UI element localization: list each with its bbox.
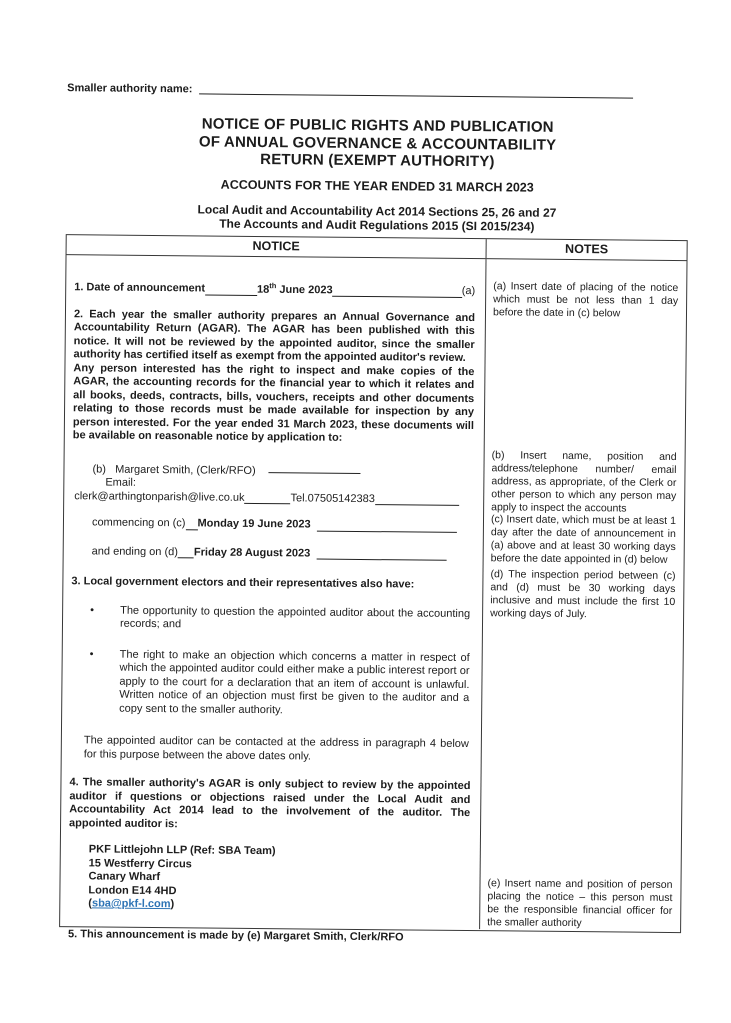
bullet-icon: • <box>89 648 94 661</box>
ending-label: and ending on (d) <box>91 545 178 558</box>
auditor-contact-paragraph: The appointed auditor can be contacted at the address in paragraph 4 below for this purpose between the above dates only. <box>83 734 469 763</box>
notice-column <box>60 255 486 944</box>
paragraph-3-heading: 3. Local government electors and their representatives also have: <box>71 575 415 591</box>
authority-name-label: Smaller authority name: <box>67 82 193 96</box>
fill-line <box>269 462 361 474</box>
contact-block <box>74 460 473 507</box>
announcement-date-value: 18th June 2023 <box>256 280 333 296</box>
title-line-1: NOTICE OF PUBLIC RIGHTS AND PUBLICATION <box>201 115 554 136</box>
fill-line <box>333 285 462 297</box>
note-c: (c) Insert date, which must be at least 1 day after the date of announcement in (a) above and at least 30 working days before the date appointed in (d) below <box>490 512 677 566</box>
note-d: (d) The inspection period between (c) and (d) must be 30 working days inclusive and must include the first 10 working days of July. <box>490 567 676 620</box>
notes-column <box>480 259 686 931</box>
date-of-announcement-row <box>74 277 475 299</box>
address-line-4: London E14 4HD <box>88 884 177 897</box>
bullet-2-text: The right to make an objection which concerns a matter in respect of which the appointed auditor could either make a public interest report or apply to the court for a declaration that an item of account is unlawful. Written notice of an objection must first be given to the auditor and a copy sent to the smaller authority. <box>119 648 470 716</box>
accounts-year-line: ACCOUNTS FOR THE YEAR ENDED 31 MARCH 2023 <box>220 177 534 195</box>
note-b: (b) Insert name, position and address/telephone number/ email address, as appropriate, of the Clerk or other person to which any person may apply to inspect the accounts <box>491 448 677 515</box>
date-of-announcement-label: 1. Date of announcement <box>74 281 206 295</box>
commencing-row <box>92 517 473 534</box>
bullet-icon: • <box>90 604 95 617</box>
bullet-item-2 <box>89 648 472 719</box>
contact-name: Margaret Smith, (Clerk/RFO) <box>115 463 256 477</box>
contact-email-value: clerk@arthingtonparish@live.co.uk <box>74 489 245 504</box>
act-line-1: Local Audit and Accountability Act 2014 Sections 25, 26 and 27 <box>197 201 557 220</box>
paragraph-2 <box>73 308 475 447</box>
notice-table <box>59 234 688 944</box>
fill-line <box>185 519 197 530</box>
auditor-email-row <box>88 898 469 915</box>
paren: ( <box>88 897 93 910</box>
ending-row <box>92 545 473 562</box>
legislation-lines <box>66 201 688 236</box>
paragraph-2-bold-text: 2. Each year the smaller authority prepares an Annual Governance and Accountability Return (AGAR). The AGAR has been published with this notice. It will not be reviewed by the appointed auditor, since the smaller authority has certified itself as exempt from the appointed auditor's review. <box>73 307 476 365</box>
bullet-1-text: The opportunity to question the appointed auditor about the accounting records; and <box>119 604 471 631</box>
title-line-2: OF ANNUAL GOVERNANCE & ACCOUNTABILITY <box>198 132 557 154</box>
email-label: Email: <box>105 476 136 489</box>
paragraph-4: 4. The smaller authority's AGAR is only subject to review by the appointed auditor if questions or objections raised under the Local Audit and Accountability Act 2014 lead to the involvement of the auditor. The appointed auditor is: <box>69 776 471 830</box>
notice-column-header: NOTICE <box>67 235 487 258</box>
email-tel-row <box>74 490 473 507</box>
authority-name-row <box>67 80 633 99</box>
auditor-address-block <box>88 844 470 915</box>
fill-line <box>316 549 447 561</box>
authority-name-blank-line <box>199 81 633 98</box>
paragraph-5: 5. This announcement is made by (e) Margaret Smith, Clerk/RFO <box>67 927 404 944</box>
fill-line <box>205 284 257 295</box>
note-e: (e) Insert name and position of person placing the notice – this person must be the responsible financial officer for the smaller authority <box>487 876 673 929</box>
document-title <box>66 114 688 172</box>
note-ref-b: (b) <box>92 463 106 476</box>
fill-line <box>178 547 194 558</box>
address-line-3: Canary Wharf <box>88 870 161 884</box>
address-line-2: 15 Westferry Circus <box>88 857 192 871</box>
notes-column-header: NOTES <box>565 241 609 257</box>
address-line-1: PKF Littlejohn LLP (Ref: SBA Team) <box>88 843 276 858</box>
fill-line <box>317 520 457 532</box>
ending-date: Friday 28 August 2023 <box>193 546 311 560</box>
paren: ) <box>170 898 175 911</box>
fill-line <box>244 493 290 504</box>
title-line-3: RETURN (EXEMPT AUTHORITY) <box>260 151 495 171</box>
contact-telephone: Tel.07505142383 <box>290 491 375 505</box>
commencing-label: commencing on (c) <box>91 516 186 530</box>
fill-line <box>375 494 459 506</box>
note-ref-a: (a) <box>461 285 476 298</box>
bullet-item-1 <box>90 604 472 635</box>
commencing-date: Monday 19 June 2023 <box>197 517 311 531</box>
note-a: (a) Insert date of placing of the notice which must be not less than 1 day before the date in (c) below <box>492 279 679 319</box>
paragraph-2-body-text: Any person interested has the right to inspect and make copies of the AGAR, the accounting records for the financial year to which it relates and all books, deeds, contracts, bills, vouchers, receipts and other documents relating to those records must be made available for inspection by any person interested. For the year ended 31 March 2023, these documents will be available on reasonable notice by application to: <box>72 361 475 444</box>
act-line-2: The Accounts and Audit Regulations 2015 (SI 2015/234) <box>219 216 535 234</box>
auditor-email-link[interactable]: sba@pkf-l.com <box>91 897 171 911</box>
